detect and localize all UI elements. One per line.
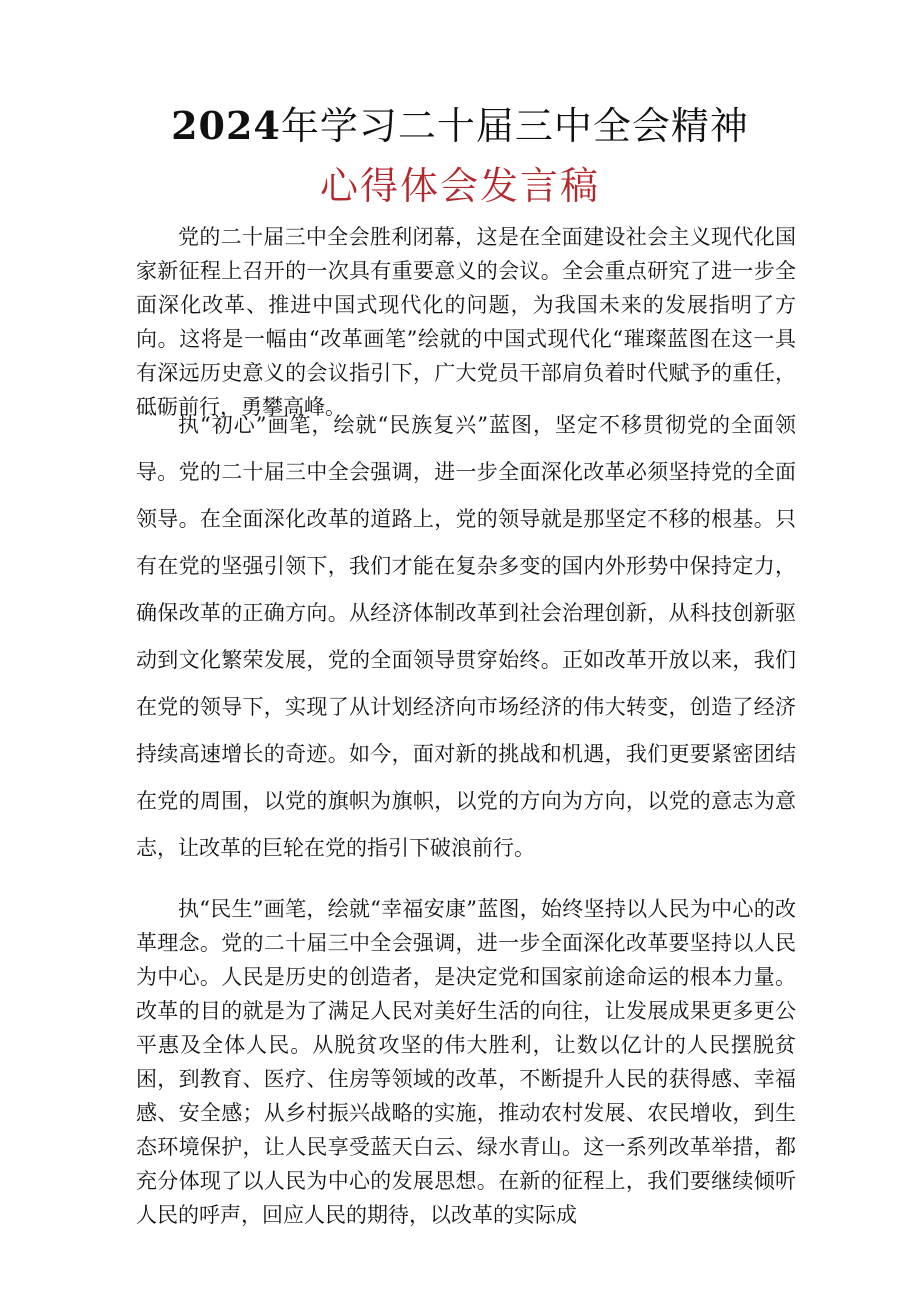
document-subtitle: 心得体会发言稿 [319,164,600,208]
paragraph-people-centered: 执“民生”画笔，绘就“幸福安康”蓝图，始终坚持以人民为中心的改革理念。党的二十届三中全会强调，进一步全面深化改革要坚持以人民为中心。人民是历史的创造者，是决定党和国家前途命运的根本力量。改革的目的就是为了满足人民对美好生活的向往，让发展成果更多更公平惠及全体人民。从脱贫攻坚的伟大胜利，让数以亿计的人民摆脱贫困，到教育、医疗、住房等领域的改革，不断提升人民的获得感、幸福感、安全感；从乡村振兴战略的实施，推动农村发展、农民增收，到生态环境保护，让人民享受蓝天白云、绿水青山。这一系列改革举措，都充分体现了以人民为中心的发展思想。在新的征程上，我们要继续倾听人民的呼声，回应人民的期待，以改革的实际成 [136,897,796,1227]
paragraph-party-leadership: 执“初心”画笔，绘就“民族复兴”蓝图，坚定不移贯彻党的全面领导。党的二十届三中全会强调，进一步全面深化改革必须坚持党的全面领导。在全面深化改革的道路上，党的领导就是那坚定不移的根基。只有在党的坚强引领下，我们才能在复杂多变的国内外形势中保持定力，确保改革的正确方向。从经济体制改革到社会治理创新，从科技创新驱动到文化繁荣发展，党的全面领导贯穿始终。正如改革开放以来，我们在党的领导下，实现了从计划经济向市场经济的伟大转变，创造了经济持续高速增长的奇迹。如今，面对新的挑战和机遇，我们更要紧密团结在党的周围，以党的旗帜为旗帜，以党的方向为方向，以党的意志为意志，让改革的巨轮在党的指引下破浪前行。 [136,413,796,860]
paragraph-intro: 党的二十届三中全会胜利闭幕，这是在全面建设社会主义现代化国家新征程上召开的一次具有重要意义的会议。全会重点研究了进一步全面深化改革、推进中国式现代化的问题，为我国未来的发展指明了方向。这将是一幅由“改革画笔”绘就的中国式现代化“璀璨蓝图在这一具有深远历史意义的会议指引下，广大党员干部肩负着时代赋予的重任，砥砺前行，勇攀高峰。 [136,225,796,419]
title-year: 2024 [171,103,281,148]
title-main-text: 年学习二十届三中全会精神 [280,104,749,148]
document-title [0,100,920,152]
